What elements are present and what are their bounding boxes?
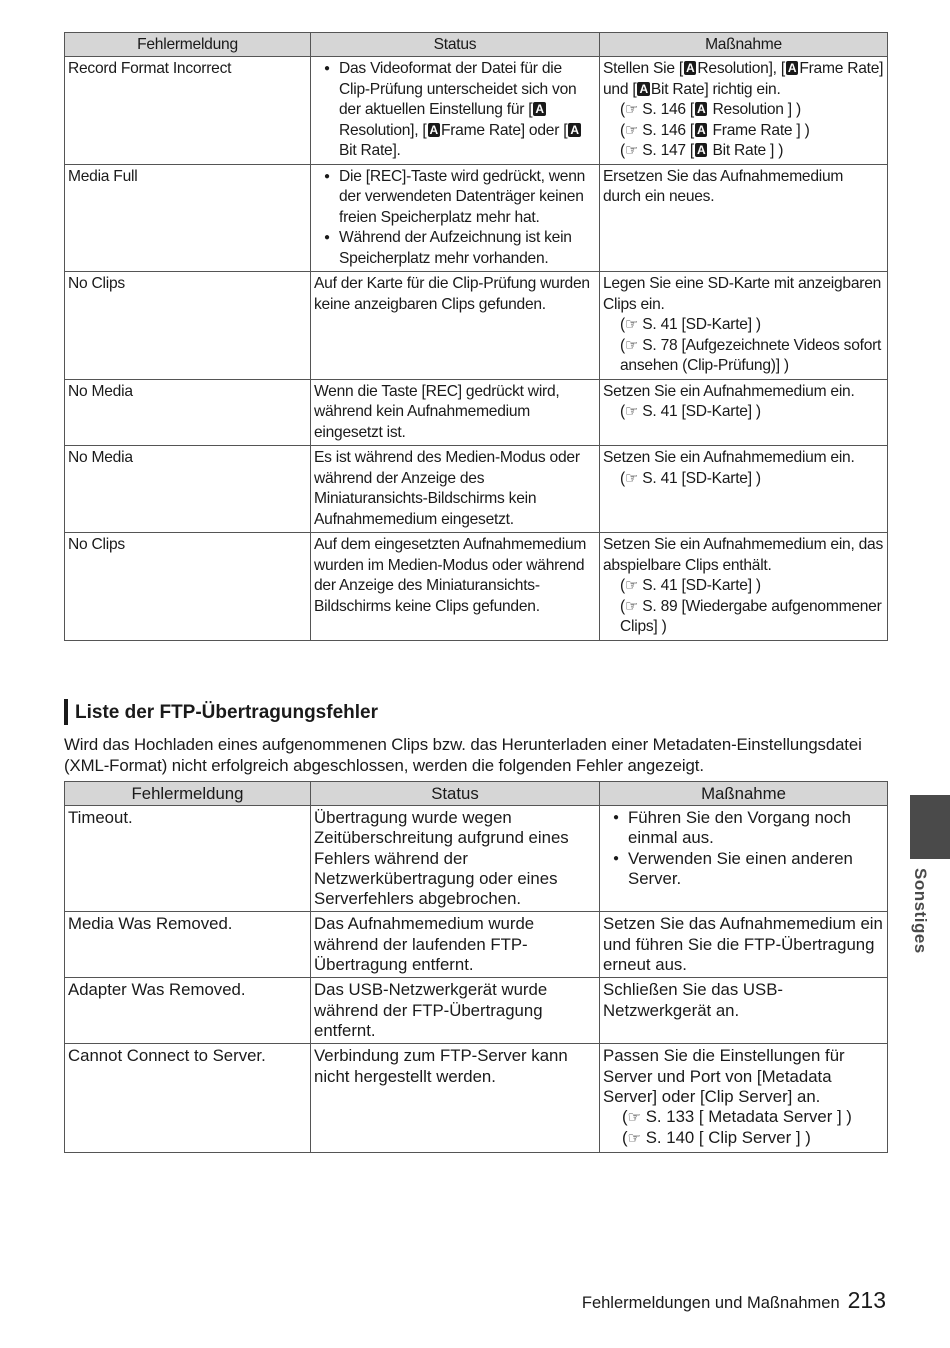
error-table-ftp (64, 781, 888, 1153)
a-mode-icon: A (697, 143, 706, 157)
error-action: Setzen Sie ein Aufnahmemedium ein, das abspielbare Clips enthält. ( ☞ S. 41 [SD-Karte] ) ( ☞ S. 89 [Wiedergabe aufgenommener Clips] ) (600, 533, 888, 641)
error-message: Record Format Incorrect (65, 57, 311, 165)
error-status: Übertragung wurde wegen Zeitüberschreitung aufgrund eines Fehlers während der Netzwerkübertragung oder eines Serverfehlers abgebrochen. (311, 806, 600, 912)
status-bullet: ● Das Videoformat der Datei für die Clip-Prüfung unterscheidet sich von der aktuellen Einstellung für [ AResolution], [ A Frame Rate] oder [ ABit Rate]. (314, 59, 596, 162)
page-reference[interactable]: ( ☞ S. 41 [SD-Karte] ) (603, 315, 884, 336)
pointing-hand-icon: ☞ (624, 101, 639, 118)
pointing-hand-icon: ☞ (624, 142, 639, 159)
action-bullet: ● Verwenden Sie einen anderen Server. (603, 849, 884, 890)
table-row (65, 533, 888, 641)
error-status: Das Aufnahmemedium wurde während der laufenden FTP-Übertragung entfernt. (311, 912, 600, 978)
a-mode-icon: A (787, 61, 797, 75)
error-message: Timeout. (65, 806, 311, 912)
page-reference[interactable]: ( ☞ S. 41 [SD-Karte] ) (603, 469, 884, 490)
section-intro: Wird das Hochladen eines aufgenommenen Clips bzw. das Herunterladen einer Metadaten-Einstellungsdatei (XML-Format) nicht erfolgreich abgeschlossen, werden die folgenden Fehler angezeigt. (64, 735, 862, 775)
error-action (600, 806, 888, 912)
a-mode-icon: A (685, 61, 695, 75)
pointing-hand-icon: ☞ (624, 316, 639, 333)
pointing-hand-icon: ☞ (624, 121, 639, 139)
pointing-hand-icon: ☞ (627, 1130, 642, 1148)
error-table-general (64, 32, 888, 641)
table-row (65, 379, 888, 446)
page-footer (582, 1287, 886, 1314)
error-message: No Clips (65, 272, 311, 380)
error-action: Stellen Sie [ A Resolution], [ A Frame Rate] und [ A Bit Rate] richtig ein. ( ☞ S. 146 [ A Resolution ] ) ( ☞ S. 146 [ A Frame Rate ] ) ( ☞ S. 147 [ A Bit Rate ] ) (600, 57, 888, 165)
action-bullet: ● Führen Sie den Vorgang noch einmal aus. (603, 808, 884, 849)
status-bullet: ● Während der Aufzeichnung ist kein Speicherplatz mehr vorhanden. (314, 228, 596, 269)
page-reference[interactable]: ( ☞ S. 78 [Aufgezeichnete Videos sofort ansehen (Clip-Prüfung)] ) (603, 336, 884, 377)
page-reference[interactable]: ( ☞ S. 89 [Wiedergabe aufgenommener Clips] ) (603, 597, 884, 638)
error-message: Adapter Was Removed. (65, 978, 311, 1044)
error-action: Legen Sie eine SD-Karte mit anzeigbaren Clips ein. ( ☞ S. 41 [SD-Karte] ) ( ☞ S. 78 [Aufgezeichnete Videos sofort ansehen (Clip-Prüfung)] ) (600, 272, 888, 380)
table-row (65, 272, 888, 380)
pointing-hand-icon: ☞ (624, 336, 639, 354)
error-action: Ersetzen Sie das Aufnahmemedium durch ein neues. (600, 164, 888, 272)
table-header-row (65, 33, 888, 57)
error-action: Setzen Sie ein Aufnahmemedium ein. ( ☞ S. 41 [SD-Karte] ) (600, 379, 888, 446)
error-action: Setzen Sie das Aufnahmemedium ein und führen Sie die FTP-Übertragung erneut aus. (600, 912, 888, 978)
error-status: Auf dem eingesetzten Aufnahmemedium wurden im Medien-Modus oder während der Anzeige des Miniaturansichts-Bildschirms keine Clips gefunden. (311, 533, 600, 641)
page-reference[interactable]: ( ☞ S. 133 [ Metadata Server ] ) (603, 1107, 884, 1128)
error-message: No Media (65, 379, 311, 446)
header-fehlermeldung: Fehlermeldung (65, 782, 311, 806)
pointing-hand-icon: ☞ (624, 403, 639, 420)
header-status: Status (311, 33, 600, 57)
table-row (65, 806, 888, 912)
error-message: No Media (65, 446, 311, 533)
header-fehlermeldung: Fehlermeldung (65, 33, 311, 57)
pointing-hand-icon: ☞ (624, 597, 639, 615)
page-reference[interactable]: ( ☞ S. 41 [SD-Karte] ) (603, 402, 884, 423)
error-action: Setzen Sie ein Aufnahmemedium ein. ( ☞ S. 41 [SD-Karte] ) (600, 446, 888, 533)
header-massnahme: Maßnahme (600, 782, 888, 806)
table-row (65, 57, 888, 165)
page-number: 213 (847, 1287, 886, 1313)
table-row (65, 912, 888, 978)
pointing-hand-icon: ☞ (624, 577, 639, 594)
page-reference[interactable]: ( ☞ S. 147 [ A Bit Rate ] ) (603, 141, 884, 162)
chapter-tab-label: Sonstiges (911, 868, 930, 954)
a-mode-icon: A (570, 122, 579, 137)
error-status (311, 164, 600, 272)
a-mode-icon: A (697, 102, 706, 116)
error-status: Verbindung zum FTP-Server kann nicht hergestellt werden. (311, 1044, 600, 1152)
error-message: Cannot Connect to Server. (65, 1044, 311, 1152)
table-header-row (65, 782, 888, 806)
error-message: Media Was Removed. (65, 912, 311, 978)
a-mode-icon: A (429, 122, 438, 137)
error-message: Media Full (65, 164, 311, 272)
header-massnahme: Maßnahme (600, 33, 888, 57)
page-reference[interactable]: ( ☞ S. 146 [ A Resolution ] ) (603, 100, 884, 121)
page-reference[interactable]: ( ☞ S. 140 [ Clip Server ] ) (603, 1128, 884, 1149)
table-row (65, 1044, 888, 1152)
table-row (65, 978, 888, 1044)
chapter-tab-marker (910, 795, 950, 859)
page-reference[interactable]: ( ☞ S. 41 [SD-Karte] ) (603, 576, 884, 597)
error-action: Schließen Sie das USB-Netzwerkgerät an. (600, 978, 888, 1044)
error-status: Es ist während des Medien-Modus oder während der Anzeige des Miniaturansichts-Bildschirms kein Aufnahmemedium eingesetzt. (311, 446, 600, 533)
pointing-hand-icon: ☞ (627, 1109, 642, 1127)
error-status: Auf der Karte für die Clip-Prüfung wurden keine anzeigbaren Clips gefunden. (311, 272, 600, 380)
a-mode-icon: A (535, 102, 544, 116)
page-reference[interactable]: ( ☞ S. 146 [ A Frame Rate ] ) (603, 121, 884, 142)
error-status (311, 57, 600, 165)
footer-chapter-title: Fehlermeldungen und Maßnahmen (581, 1294, 840, 1312)
error-status: Wenn die Taste [REC] gedrückt wird, während kein Aufnahmemedium eingesetzt ist. (311, 379, 600, 446)
header-status: Status (311, 782, 600, 806)
a-mode-icon: A (639, 81, 648, 96)
section-title: Liste der FTP-Übertragungsfehler (75, 702, 378, 723)
status-bullet: ● Die [REC]-Taste wird gedrückt, wenn der verwendeten Datenträger keinen freien Speicherplatz mehr hat. (314, 167, 596, 229)
section-heading-bar (64, 699, 68, 725)
pointing-hand-icon: ☞ (624, 469, 639, 487)
error-message: No Clips (65, 533, 311, 641)
error-action: Passen Sie die Einstellungen für Server und Port von [Metadata Server] oder [Clip Server] an. ( ☞ S. 133 [ Metadata Server ] ) ( ☞ S. 140 [ Clip Server ] ) (600, 1044, 888, 1152)
a-mode-icon: A (697, 122, 706, 137)
table-row (65, 446, 888, 533)
table-row (65, 164, 888, 272)
error-status: Das USB-Netzwerkgerät wurde während der FTP-Übertragung entfernt. (311, 978, 600, 1044)
